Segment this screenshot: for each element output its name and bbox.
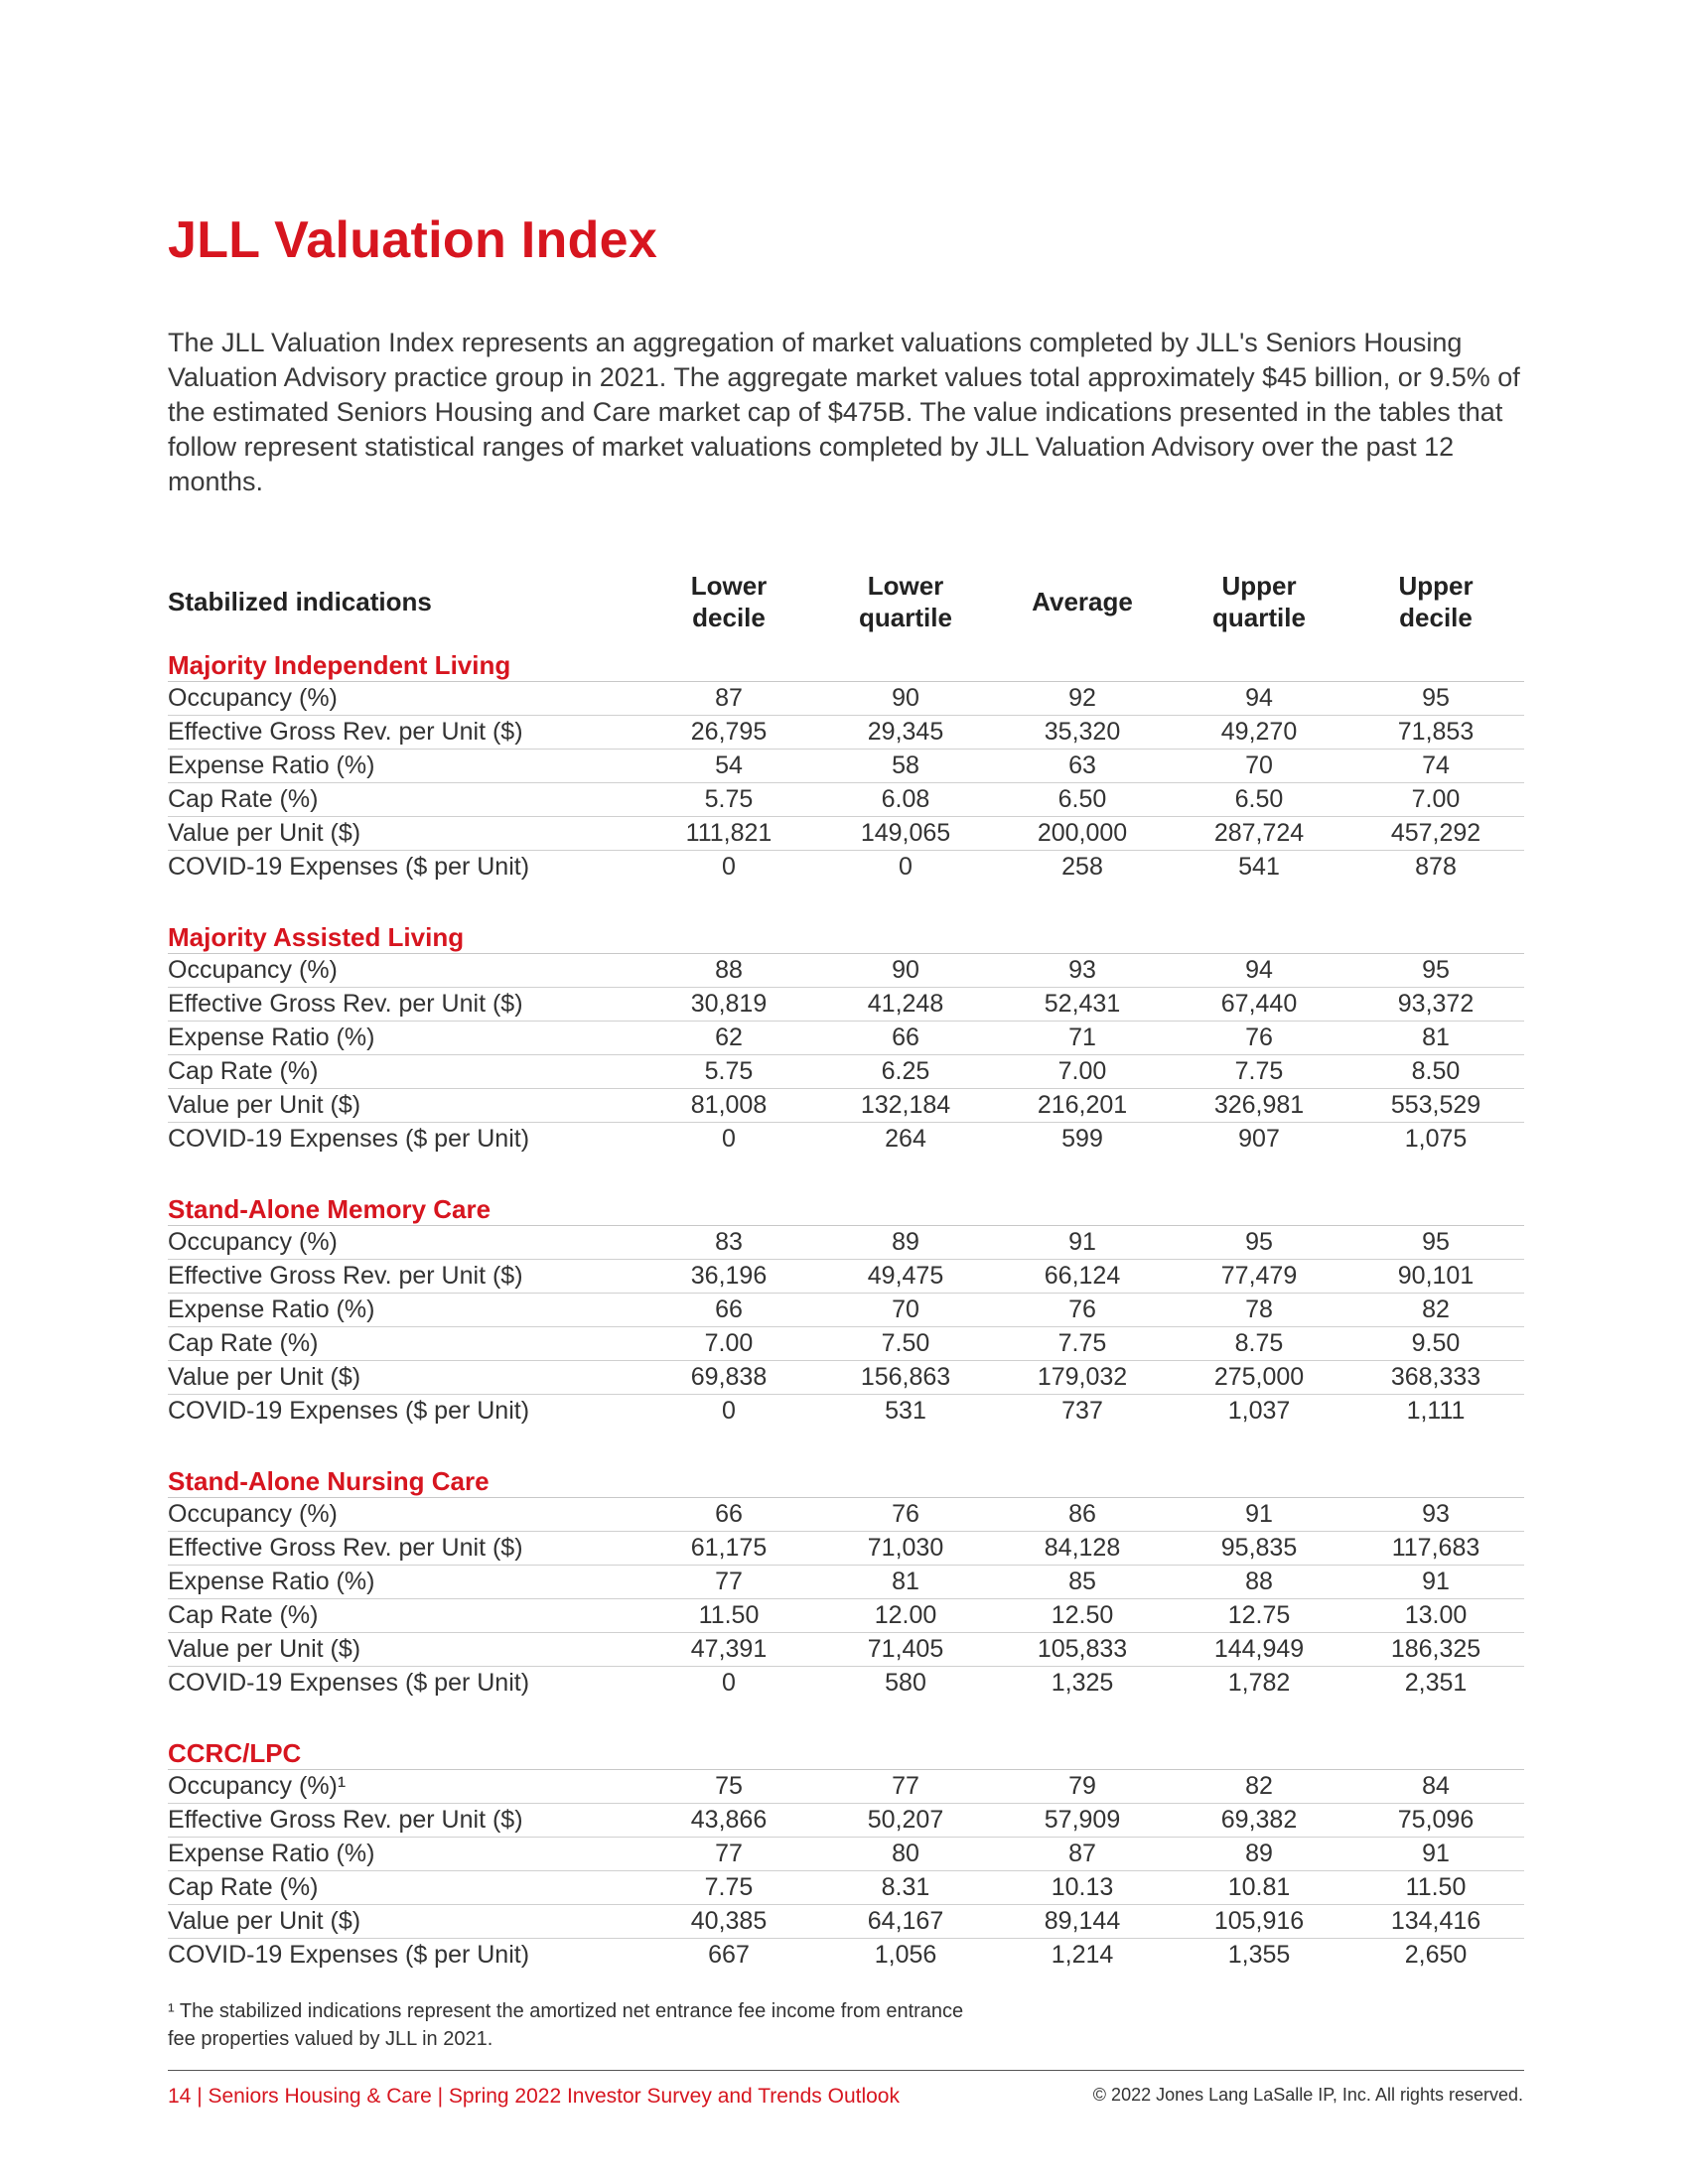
cell-upper-decile: 457,292 bbox=[1347, 817, 1524, 851]
cell-lower-quartile: 66 bbox=[817, 1022, 994, 1055]
cell-upper-decile: 82 bbox=[1347, 1294, 1524, 1327]
table-row bbox=[168, 1633, 1524, 1667]
cell-upper-quartile: 326,981 bbox=[1171, 1089, 1347, 1123]
cell-upper-decile: 368,333 bbox=[1347, 1361, 1524, 1395]
cell-average: 85 bbox=[994, 1566, 1171, 1599]
row-label: COVID-19 Expenses ($ per Unit) bbox=[168, 853, 530, 881]
row-label: Cap Rate (%) bbox=[168, 1871, 640, 1905]
cell-average: 71 bbox=[994, 1022, 1171, 1055]
cell-lower-quartile: 6.08 bbox=[817, 783, 994, 817]
header-lower-quartile-line1: Lower bbox=[867, 571, 944, 601]
table-row bbox=[168, 1804, 1524, 1838]
header-lower-decile bbox=[640, 564, 817, 645]
cell-upper-quartile: 77,479 bbox=[1171, 1260, 1347, 1294]
row-label: COVID-19 Expenses ($ per Unit) bbox=[168, 1397, 530, 1425]
cell-lower-quartile: 29,345 bbox=[817, 716, 994, 750]
cell-upper-decile: 2,650 bbox=[1404, 1941, 1468, 1969]
section-header-row bbox=[168, 917, 1524, 954]
cell-upper-decile: 553,529 bbox=[1347, 1089, 1524, 1123]
cell-average: 79 bbox=[994, 1770, 1171, 1804]
cell-upper-decile: 95 bbox=[1347, 682, 1524, 716]
cell-lower-quartile: 89 bbox=[817, 1226, 994, 1260]
valuation-table-container bbox=[168, 564, 1524, 1972]
spacer-cell bbox=[168, 1428, 1524, 1461]
section-header-row bbox=[168, 1461, 1524, 1498]
cell-upper-decile: 95 bbox=[1347, 954, 1524, 988]
cell-upper-quartile: 67,440 bbox=[1171, 988, 1347, 1022]
cell-lower-decile: 54 bbox=[640, 750, 817, 783]
cell-lower-decile: 667 bbox=[708, 1941, 750, 1969]
footer-divider bbox=[168, 2070, 1524, 2071]
cell-average: 89,144 bbox=[994, 1905, 1171, 1939]
cell-lower-quartile: 76 bbox=[817, 1498, 994, 1532]
table-row bbox=[168, 783, 1524, 817]
cell-upper-decile: 75,096 bbox=[1347, 1804, 1524, 1838]
section-title: Majority Independent Living bbox=[168, 645, 1524, 682]
cell-lower-decile: 61,175 bbox=[640, 1532, 817, 1566]
table-row bbox=[168, 954, 1524, 988]
cell-upper-quartile: 7.75 bbox=[1171, 1055, 1347, 1089]
footer-copyright: © 2022 Jones Lang LaSalle IP, Inc. All rights reserved. bbox=[1092, 2085, 1523, 2105]
cell-upper-decile: 11.50 bbox=[1347, 1871, 1524, 1905]
cell-lower-decile: 40,385 bbox=[640, 1905, 817, 1939]
table-row bbox=[168, 817, 1524, 851]
table-row bbox=[168, 1226, 1524, 1260]
cell-lower-decile: 66 bbox=[640, 1498, 817, 1532]
cell-average: 1,325 bbox=[1051, 1669, 1114, 1697]
cell-average: 57,909 bbox=[994, 1804, 1171, 1838]
cell-upper-quartile: 70 bbox=[1171, 750, 1347, 783]
header-lower-decile-line1: Lower bbox=[690, 571, 768, 601]
cell-lower-decile: 11.50 bbox=[640, 1599, 817, 1633]
header-upper-quartile-line2: quartile bbox=[1212, 603, 1306, 632]
cell-lower-quartile: 7.50 bbox=[817, 1327, 994, 1361]
cell-lower-quartile: 71,405 bbox=[817, 1633, 994, 1667]
section-spacer bbox=[168, 1428, 1524, 1461]
header-upper-decile-line1: Upper bbox=[1398, 571, 1474, 601]
table-body bbox=[168, 645, 1524, 1972]
cell-lower-decile: 111,821 bbox=[640, 817, 817, 851]
cell-average: 63 bbox=[994, 750, 1171, 783]
table-row bbox=[168, 1361, 1524, 1395]
row-label: Value per Unit ($) bbox=[168, 1905, 640, 1939]
cell-average: 105,833 bbox=[994, 1633, 1171, 1667]
cell-average: 6.50 bbox=[994, 783, 1171, 817]
table-row bbox=[168, 1022, 1524, 1055]
table-row bbox=[168, 1939, 1524, 1973]
cell-lower-decile: 75 bbox=[640, 1770, 817, 1804]
row-label: Effective Gross Rev. per Unit ($) bbox=[168, 1804, 640, 1838]
page-title: JLL Valuation Index bbox=[168, 211, 658, 269]
row-label: Expense Ratio (%) bbox=[168, 750, 640, 783]
header-lower-quartile bbox=[817, 564, 994, 645]
header-stabilized-indications: Stabilized indications bbox=[168, 587, 432, 616]
cell-average: 216,201 bbox=[994, 1089, 1171, 1123]
row-label: Cap Rate (%) bbox=[168, 783, 640, 817]
valuation-index-table bbox=[168, 564, 1524, 1972]
row-label: Occupancy (%) bbox=[168, 682, 640, 716]
table-row bbox=[168, 851, 1524, 885]
intro-paragraph: The JLL Valuation Index represents an aggregation of market valuations completed by JLL's Seniors Housing Valuation Advisory practice group in 2021. The aggregate market values total approximately $45 billion, or 9.5% of the estimated Seniors Housing and Care market cap of $475B. The value indications presented in the tables that follow represent statistical ranges of market valuations completed by JLL Valuation Advisory over the past 12 months. bbox=[168, 328, 1520, 496]
cell-lower-decile: 88 bbox=[640, 954, 817, 988]
cell-lower-decile: 30,819 bbox=[640, 988, 817, 1022]
table-row bbox=[168, 1838, 1524, 1871]
cell-upper-quartile: 82 bbox=[1171, 1770, 1347, 1804]
header-upper-decile bbox=[1347, 564, 1524, 645]
header-lower-decile-line2: decile bbox=[692, 603, 766, 632]
cell-lower-quartile: 41,248 bbox=[817, 988, 994, 1022]
cell-lower-quartile: 1,056 bbox=[874, 1941, 937, 1969]
row-label: Cap Rate (%) bbox=[168, 1599, 640, 1633]
table-row bbox=[168, 1498, 1524, 1532]
header-upper-quartile-line1: Upper bbox=[1221, 571, 1297, 601]
cell-upper-quartile: 94 bbox=[1171, 954, 1347, 988]
cell-lower-quartile: 81 bbox=[817, 1566, 994, 1599]
row-label: COVID-19 Expenses ($ per Unit) bbox=[168, 1669, 530, 1697]
row-label: Value per Unit ($) bbox=[168, 1089, 640, 1123]
header-upper-decile-line2: decile bbox=[1399, 603, 1473, 632]
cell-lower-decile: 0 bbox=[722, 1669, 736, 1697]
cell-lower-decile: 62 bbox=[640, 1022, 817, 1055]
row-label: Expense Ratio (%) bbox=[168, 1566, 640, 1599]
cell-average: 35,320 bbox=[994, 716, 1171, 750]
row-label: Cap Rate (%) bbox=[168, 1327, 640, 1361]
cell-average: 1,214 bbox=[1051, 1941, 1114, 1969]
row-label: COVID-19 Expenses ($ per Unit) bbox=[168, 1125, 530, 1153]
footer-page-info: 14 | Seniors Housing & Care | Spring 2022 Investor Survey and Trends Outlook bbox=[168, 2085, 900, 2108]
table-row bbox=[168, 1905, 1524, 1939]
cell-upper-quartile: 8.75 bbox=[1171, 1327, 1347, 1361]
cell-average: 66,124 bbox=[994, 1260, 1171, 1294]
header-upper-quartile bbox=[1171, 564, 1347, 645]
cell-lower-decile: 77 bbox=[640, 1838, 817, 1871]
spacer-cell bbox=[168, 1700, 1524, 1733]
row-label: Occupancy (%) bbox=[168, 954, 640, 988]
cell-lower-decile: 0 bbox=[722, 1397, 736, 1425]
cell-lower-quartile: 580 bbox=[885, 1669, 926, 1697]
cell-average: 7.75 bbox=[994, 1327, 1171, 1361]
section-header-row bbox=[168, 645, 1524, 682]
cell-lower-quartile: 71,030 bbox=[817, 1532, 994, 1566]
table-row bbox=[168, 1327, 1524, 1361]
table-row bbox=[168, 1055, 1524, 1089]
row-label: Expense Ratio (%) bbox=[168, 1294, 640, 1327]
cell-upper-decile: 117,683 bbox=[1347, 1532, 1524, 1566]
cell-average: 84,128 bbox=[994, 1532, 1171, 1566]
table-row bbox=[168, 1871, 1524, 1905]
row-label: Effective Gross Rev. per Unit ($) bbox=[168, 988, 640, 1022]
cell-lower-decile: 5.75 bbox=[640, 783, 817, 817]
cell-upper-quartile: 105,916 bbox=[1171, 1905, 1347, 1939]
section-title: Stand-Alone Nursing Care bbox=[168, 1461, 1524, 1498]
table-row bbox=[168, 1599, 1524, 1633]
cell-lower-decile: 0 bbox=[722, 853, 736, 881]
row-label: COVID-19 Expenses ($ per Unit) bbox=[168, 1941, 530, 1969]
cell-upper-decile: 81 bbox=[1347, 1022, 1524, 1055]
cell-average: 12.50 bbox=[994, 1599, 1171, 1633]
cell-lower-quartile: 6.25 bbox=[817, 1055, 994, 1089]
section-title: CCRC/LPC bbox=[168, 1733, 1524, 1770]
cell-upper-decile: 91 bbox=[1347, 1838, 1524, 1871]
cell-upper-decile: 134,416 bbox=[1347, 1905, 1524, 1939]
row-label: Expense Ratio (%) bbox=[168, 1022, 640, 1055]
cell-lower-decile: 69,838 bbox=[640, 1361, 817, 1395]
footnote-line-2: fee properties valued by JLL in 2021. bbox=[168, 2028, 493, 2050]
cell-upper-decile: 878 bbox=[1415, 853, 1457, 881]
table-row bbox=[168, 716, 1524, 750]
cell-upper-quartile: 144,949 bbox=[1171, 1633, 1347, 1667]
cell-upper-decile: 13.00 bbox=[1347, 1599, 1524, 1633]
cell-lower-decile: 43,866 bbox=[640, 1804, 817, 1838]
cell-upper-quartile: 1,782 bbox=[1227, 1669, 1291, 1697]
cell-average: 179,032 bbox=[994, 1361, 1171, 1395]
cell-upper-decile: 186,325 bbox=[1347, 1633, 1524, 1667]
cell-upper-decile: 1,075 bbox=[1404, 1125, 1468, 1153]
table-row bbox=[168, 988, 1524, 1022]
cell-upper-quartile: 78 bbox=[1171, 1294, 1347, 1327]
cell-upper-quartile: 94 bbox=[1171, 682, 1347, 716]
table-row bbox=[168, 1395, 1524, 1429]
table-row bbox=[168, 750, 1524, 783]
row-label: Effective Gross Rev. per Unit ($) bbox=[168, 716, 640, 750]
cell-lower-decile: 7.00 bbox=[640, 1327, 817, 1361]
spacer-cell bbox=[168, 1156, 1524, 1189]
cell-lower-quartile: 0 bbox=[899, 853, 913, 881]
table-row bbox=[168, 1667, 1524, 1701]
cell-lower-quartile: 264 bbox=[885, 1125, 926, 1153]
cell-lower-quartile: 531 bbox=[885, 1397, 926, 1425]
row-label: Expense Ratio (%) bbox=[168, 1838, 640, 1871]
section-spacer bbox=[168, 1156, 1524, 1189]
cell-upper-quartile: 10.81 bbox=[1171, 1871, 1347, 1905]
cell-average: 93 bbox=[994, 954, 1171, 988]
cell-lower-quartile: 8.31 bbox=[817, 1871, 994, 1905]
cell-upper-quartile: 1,037 bbox=[1227, 1397, 1291, 1425]
cell-upper-decile: 90,101 bbox=[1347, 1260, 1524, 1294]
cell-lower-decile: 81,008 bbox=[640, 1089, 817, 1123]
cell-average: 599 bbox=[1061, 1125, 1103, 1153]
section-spacer bbox=[168, 884, 1524, 917]
cell-upper-decile: 91 bbox=[1347, 1566, 1524, 1599]
cell-lower-decile: 47,391 bbox=[640, 1633, 817, 1667]
cell-lower-decile: 87 bbox=[640, 682, 817, 716]
row-label: Effective Gross Rev. per Unit ($) bbox=[168, 1260, 640, 1294]
spacer-cell bbox=[168, 884, 1524, 917]
row-label: Occupancy (%)¹ bbox=[168, 1770, 640, 1804]
cell-average: 10.13 bbox=[994, 1871, 1171, 1905]
footnote bbox=[168, 1997, 1061, 2053]
cell-upper-quartile: 287,724 bbox=[1171, 817, 1347, 851]
cell-upper-quartile: 88 bbox=[1171, 1566, 1347, 1599]
cell-upper-quartile: 275,000 bbox=[1171, 1361, 1347, 1395]
footnote-line-1: ¹ The stabilized indications represent the amortized net entrance fee income from entrance bbox=[168, 2000, 964, 2022]
cell-lower-decile: 7.75 bbox=[640, 1871, 817, 1905]
cell-average: 87 bbox=[994, 1838, 1171, 1871]
table-row bbox=[168, 1123, 1524, 1157]
cell-upper-decile: 9.50 bbox=[1347, 1327, 1524, 1361]
cell-lower-decile: 36,196 bbox=[640, 1260, 817, 1294]
cell-lower-quartile: 90 bbox=[817, 954, 994, 988]
row-label: Value per Unit ($) bbox=[168, 1361, 640, 1395]
section-title: Majority Assisted Living bbox=[168, 917, 1524, 954]
section-header-row bbox=[168, 1733, 1524, 1770]
cell-upper-quartile: 95,835 bbox=[1171, 1532, 1347, 1566]
row-label: Value per Unit ($) bbox=[168, 1633, 640, 1667]
cell-lower-quartile: 77 bbox=[817, 1770, 994, 1804]
table-row bbox=[168, 1532, 1524, 1566]
cell-upper-quartile: 541 bbox=[1238, 853, 1280, 881]
table-row bbox=[168, 1770, 1524, 1804]
row-label: Occupancy (%) bbox=[168, 1226, 640, 1260]
cell-lower-quartile: 90 bbox=[817, 682, 994, 716]
header-average: Average bbox=[1032, 587, 1133, 616]
cell-upper-quartile: 907 bbox=[1238, 1125, 1280, 1153]
cell-average: 76 bbox=[994, 1294, 1171, 1327]
table-row bbox=[168, 1089, 1524, 1123]
cell-upper-decile: 93 bbox=[1347, 1498, 1524, 1532]
cell-lower-quartile: 132,184 bbox=[817, 1089, 994, 1123]
section-header-row bbox=[168, 1189, 1524, 1226]
table-row bbox=[168, 1260, 1524, 1294]
cell-lower-decile: 0 bbox=[722, 1125, 736, 1153]
row-label: Value per Unit ($) bbox=[168, 817, 640, 851]
cell-upper-decile: 1,111 bbox=[1406, 1397, 1466, 1425]
cell-average: 52,431 bbox=[994, 988, 1171, 1022]
cell-upper-decile: 71,853 bbox=[1347, 716, 1524, 750]
cell-lower-quartile: 156,863 bbox=[817, 1361, 994, 1395]
cell-upper-decile: 95 bbox=[1347, 1226, 1524, 1260]
cell-lower-quartile: 49,475 bbox=[817, 1260, 994, 1294]
section-spacer bbox=[168, 1700, 1524, 1733]
cell-average: 258 bbox=[1061, 853, 1103, 881]
cell-upper-quartile: 76 bbox=[1171, 1022, 1347, 1055]
cell-upper-quartile: 95 bbox=[1171, 1226, 1347, 1260]
cell-lower-quartile: 80 bbox=[817, 1838, 994, 1871]
cell-average: 737 bbox=[1061, 1397, 1103, 1425]
cell-upper-quartile: 69,382 bbox=[1171, 1804, 1347, 1838]
cell-average: 92 bbox=[994, 682, 1171, 716]
cell-upper-quartile: 6.50 bbox=[1171, 783, 1347, 817]
cell-lower-decile: 83 bbox=[640, 1226, 817, 1260]
cell-lower-quartile: 70 bbox=[817, 1294, 994, 1327]
cell-lower-quartile: 58 bbox=[817, 750, 994, 783]
cell-upper-quartile: 12.75 bbox=[1171, 1599, 1347, 1633]
section-title: Stand-Alone Memory Care bbox=[168, 1189, 1524, 1226]
table-header-row bbox=[168, 564, 1524, 645]
cell-upper-decile: 2,351 bbox=[1404, 1669, 1468, 1697]
cell-lower-quartile: 12.00 bbox=[817, 1599, 994, 1633]
cell-average: 7.00 bbox=[994, 1055, 1171, 1089]
cell-average: 86 bbox=[994, 1498, 1171, 1532]
cell-average: 200,000 bbox=[994, 817, 1171, 851]
cell-lower-decile: 66 bbox=[640, 1294, 817, 1327]
row-label: Occupancy (%) bbox=[168, 1498, 640, 1532]
cell-average: 91 bbox=[994, 1226, 1171, 1260]
cell-lower-decile: 77 bbox=[640, 1566, 817, 1599]
cell-lower-quartile: 149,065 bbox=[817, 817, 994, 851]
cell-upper-decile: 84 bbox=[1347, 1770, 1524, 1804]
table-row bbox=[168, 1294, 1524, 1327]
table-row bbox=[168, 1566, 1524, 1599]
cell-lower-quartile: 50,207 bbox=[817, 1804, 994, 1838]
cell-lower-decile: 26,795 bbox=[640, 716, 817, 750]
row-label: Effective Gross Rev. per Unit ($) bbox=[168, 1532, 640, 1566]
cell-upper-decile: 74 bbox=[1347, 750, 1524, 783]
cell-lower-quartile: 64,167 bbox=[817, 1905, 994, 1939]
cell-upper-quartile: 1,355 bbox=[1227, 1941, 1291, 1969]
cell-upper-quartile: 89 bbox=[1171, 1838, 1347, 1871]
cell-lower-decile: 5.75 bbox=[640, 1055, 817, 1089]
cell-upper-decile: 8.50 bbox=[1347, 1055, 1524, 1089]
table-row bbox=[168, 682, 1524, 716]
cell-upper-decile: 93,372 bbox=[1347, 988, 1524, 1022]
header-lower-quartile-line2: quartile bbox=[859, 603, 952, 632]
cell-upper-quartile: 49,270 bbox=[1171, 716, 1347, 750]
cell-upper-decile: 7.00 bbox=[1347, 783, 1524, 817]
row-label: Cap Rate (%) bbox=[168, 1055, 640, 1089]
cell-upper-quartile: 91 bbox=[1171, 1498, 1347, 1532]
